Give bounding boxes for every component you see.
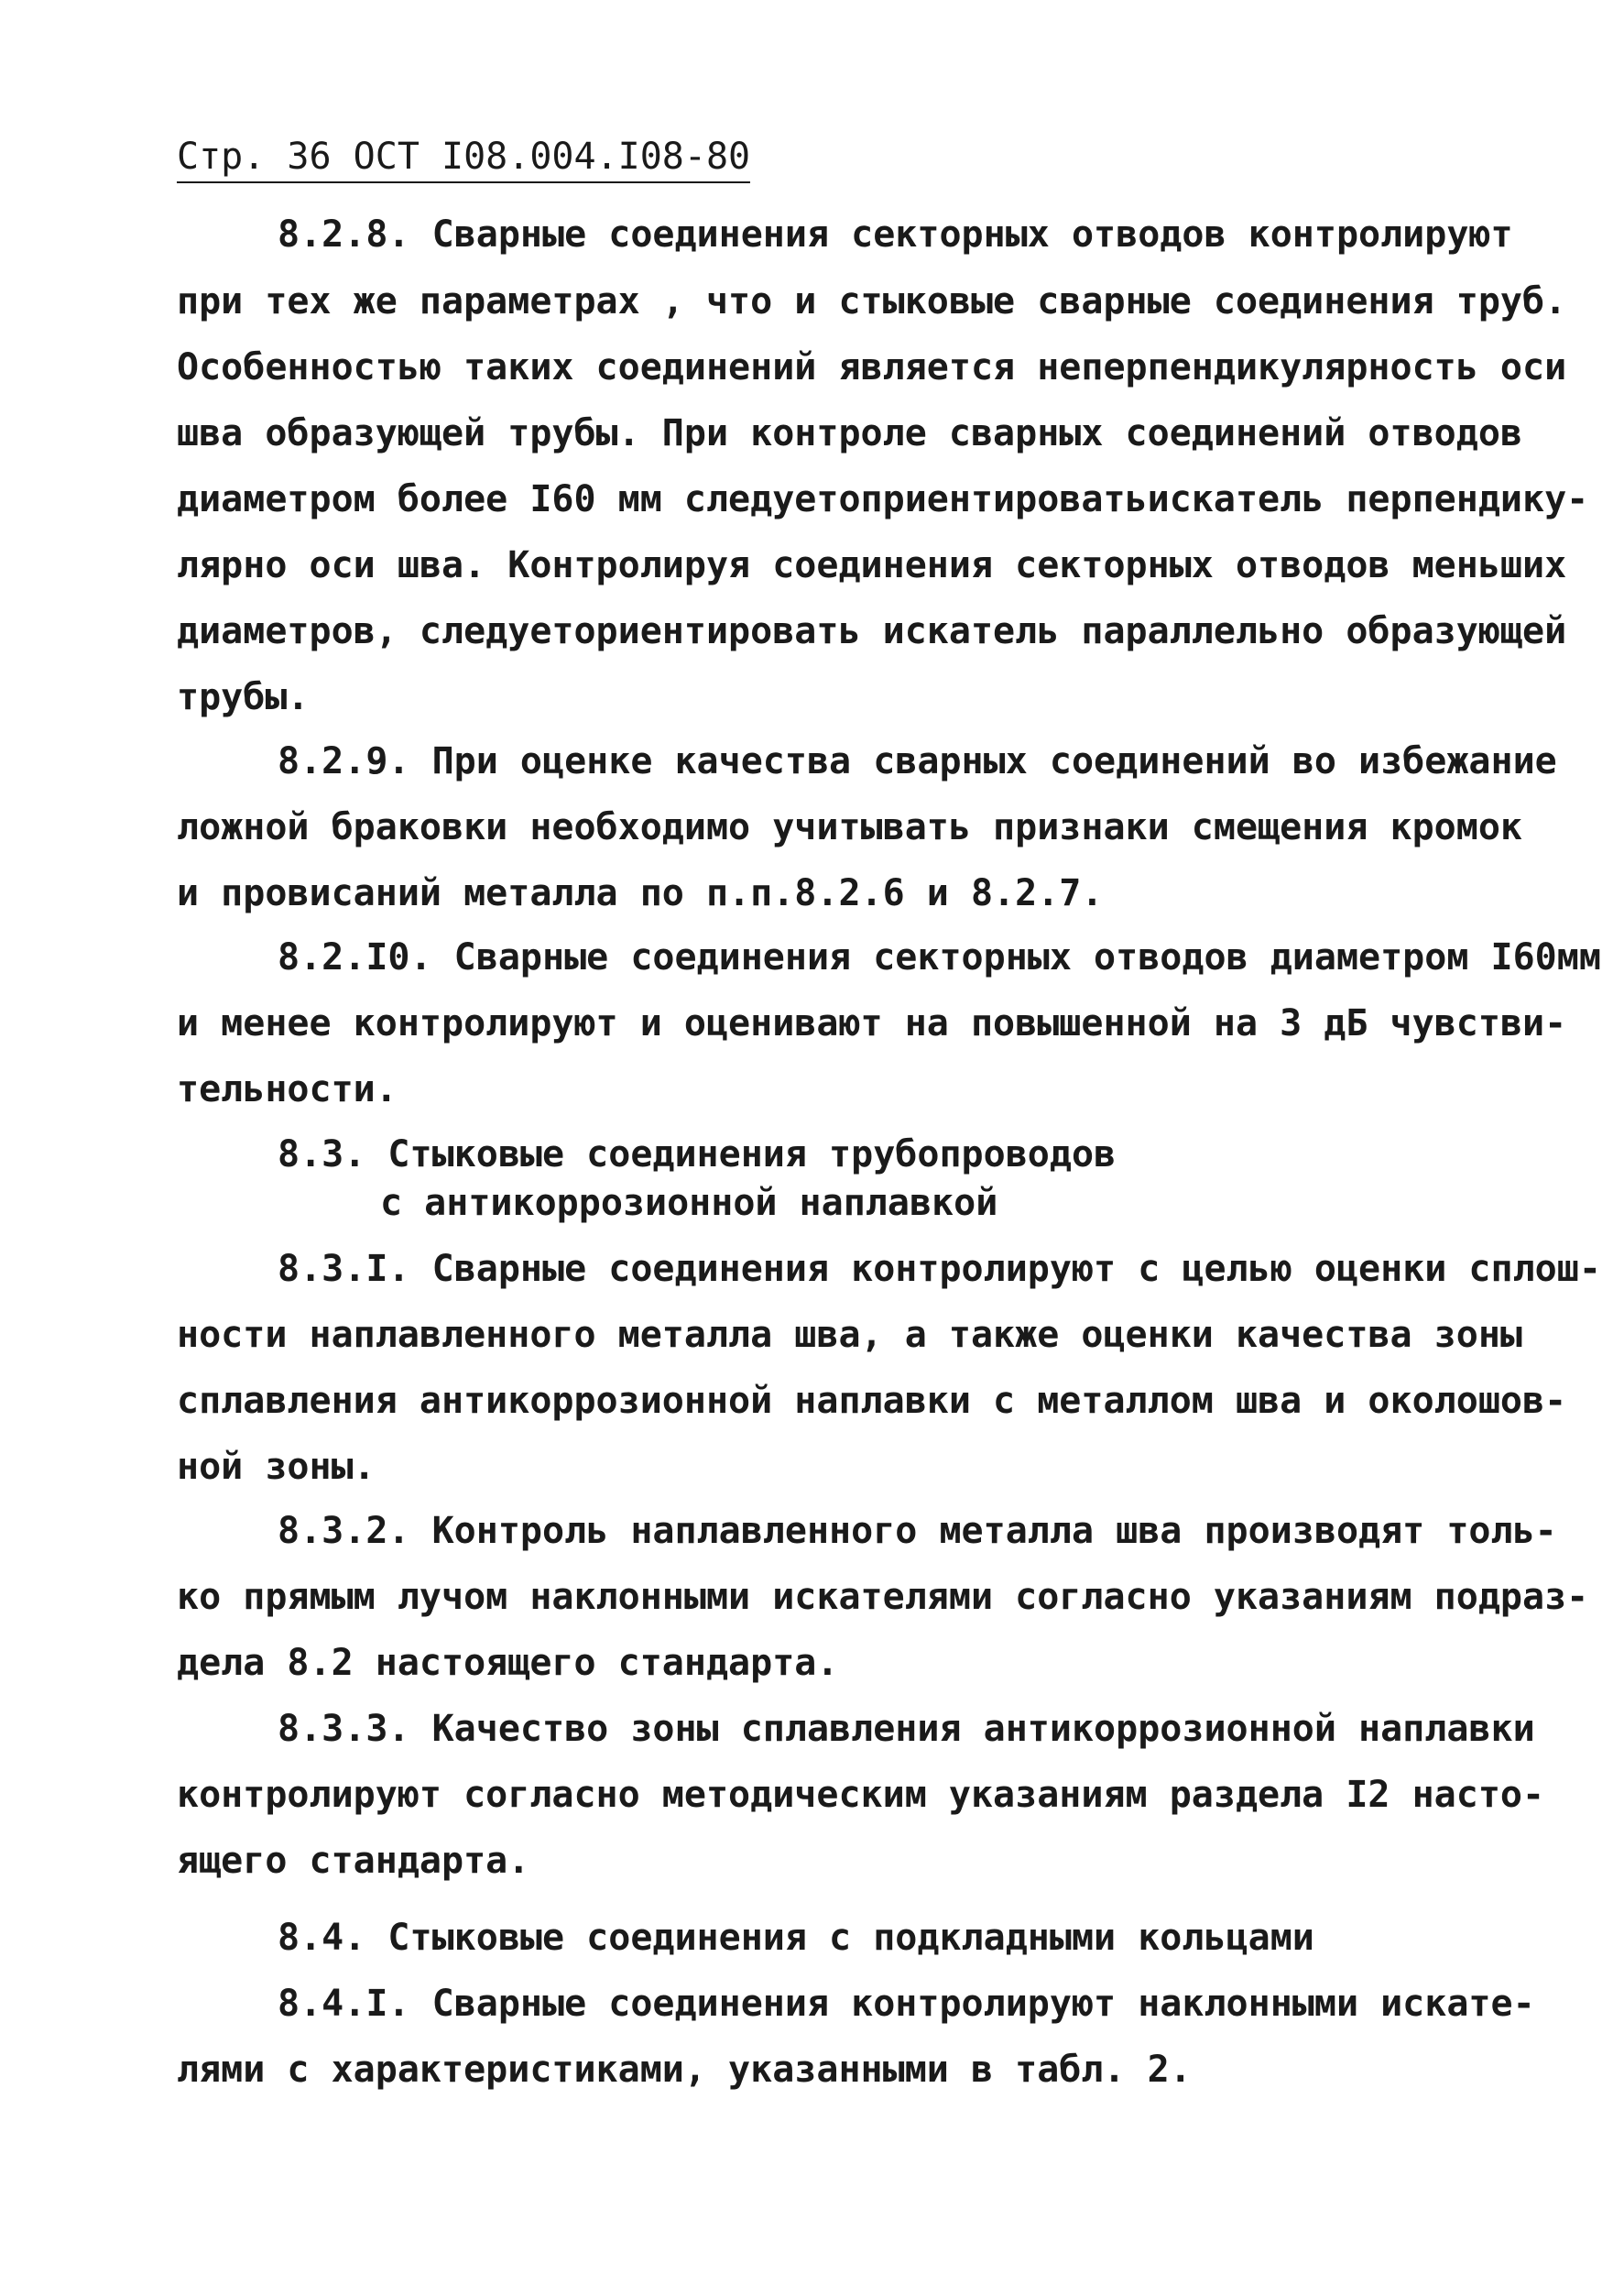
paragraph-line: лями с характеристиками, указанными в табл. 2. [177, 2049, 1192, 2091]
paragraph-line: трубы. [177, 676, 310, 718]
paragraph-line: сплавления антикоррозионной наплавки с металлом шва и околошов- [177, 1380, 1567, 1422]
paragraph-line: дела 8.2 настоящего стандарта. [177, 1642, 839, 1684]
paragraph-line: ной зоны. [177, 1446, 376, 1488]
section-heading: с антикоррозионной наплавкой [380, 1182, 998, 1224]
paragraph-line: контролируют согласно методическим указаниям раздела I2 насто- [177, 1774, 1545, 1816]
paragraph-line: шва образующей трубы. При контроле сварных соединений отводов [177, 412, 1523, 454]
paragraph-line: ко прямым лучом наклонными искателями согласно указаниям подраз- [177, 1576, 1589, 1618]
paragraph-line: диаметров, следуеториентировать искатель параллельно образующей [177, 610, 1567, 652]
section-heading: 8.4. Стыковые соединения с подкладными кольцами [278, 1917, 1314, 1959]
paragraph-line: ящего стандарта. [177, 1840, 530, 1882]
paragraph-line: тельности. [177, 1068, 398, 1110]
paragraph-line: 8.2.8. Сварные соединения секторных отводов контролируют [278, 213, 1513, 256]
paragraph-line: 8.3.2. Контроль наплавленного металла шва производят толь- [278, 1510, 1557, 1552]
paragraph-line: ложной браковки необходимо учитывать признаки смещения кромок [177, 806, 1523, 848]
paragraph-line: при тех же параметрах , что и стыковые сварные соединения труб. [177, 280, 1567, 323]
paragraph-line: диаметром более I60 мм следуетоприентироватьискатель перпендику- [177, 478, 1589, 520]
paragraph-line: 8.3.3. Качество зоны сплавления антикоррозионной наплавки [278, 1708, 1535, 1750]
paragraph-line: 8.4.I. Сварные соединения контролируют наклонными искате- [278, 1983, 1535, 2025]
paragraph-line: 8.3.I. Сварные соединения контролируют с целью оценки сплош- [278, 1248, 1601, 1290]
paragraph-line: и менее контролируют и оценивают на повышенной на 3 дБ чувстви- [177, 1002, 1567, 1044]
paragraph-line: и провисаний металла по п.п.8.2.6 и 8.2.7. [177, 872, 1104, 914]
paragraph-line: Особенностью таких соединений является неперпендикулярность оси [177, 346, 1567, 388]
paragraph-line: ности наплавленного металла шва, а также оценки качества зоны [177, 1314, 1523, 1356]
paragraph-line: 8.2.I0. Сварные соединения секторных отводов диаметром I60мм [278, 936, 1601, 978]
section-heading: 8.3. Стыковые соединения трубопроводов [278, 1133, 1117, 1175]
page-header: Стр. 36 ОСТ I08.004.I08-80 [177, 136, 750, 183]
paragraph-line: лярно оси шва. Контролируя соединения секторных отводов меньших [177, 544, 1567, 586]
paragraph-line: 8.2.9. При оценке качества сварных соединений во избежание [278, 740, 1557, 782]
